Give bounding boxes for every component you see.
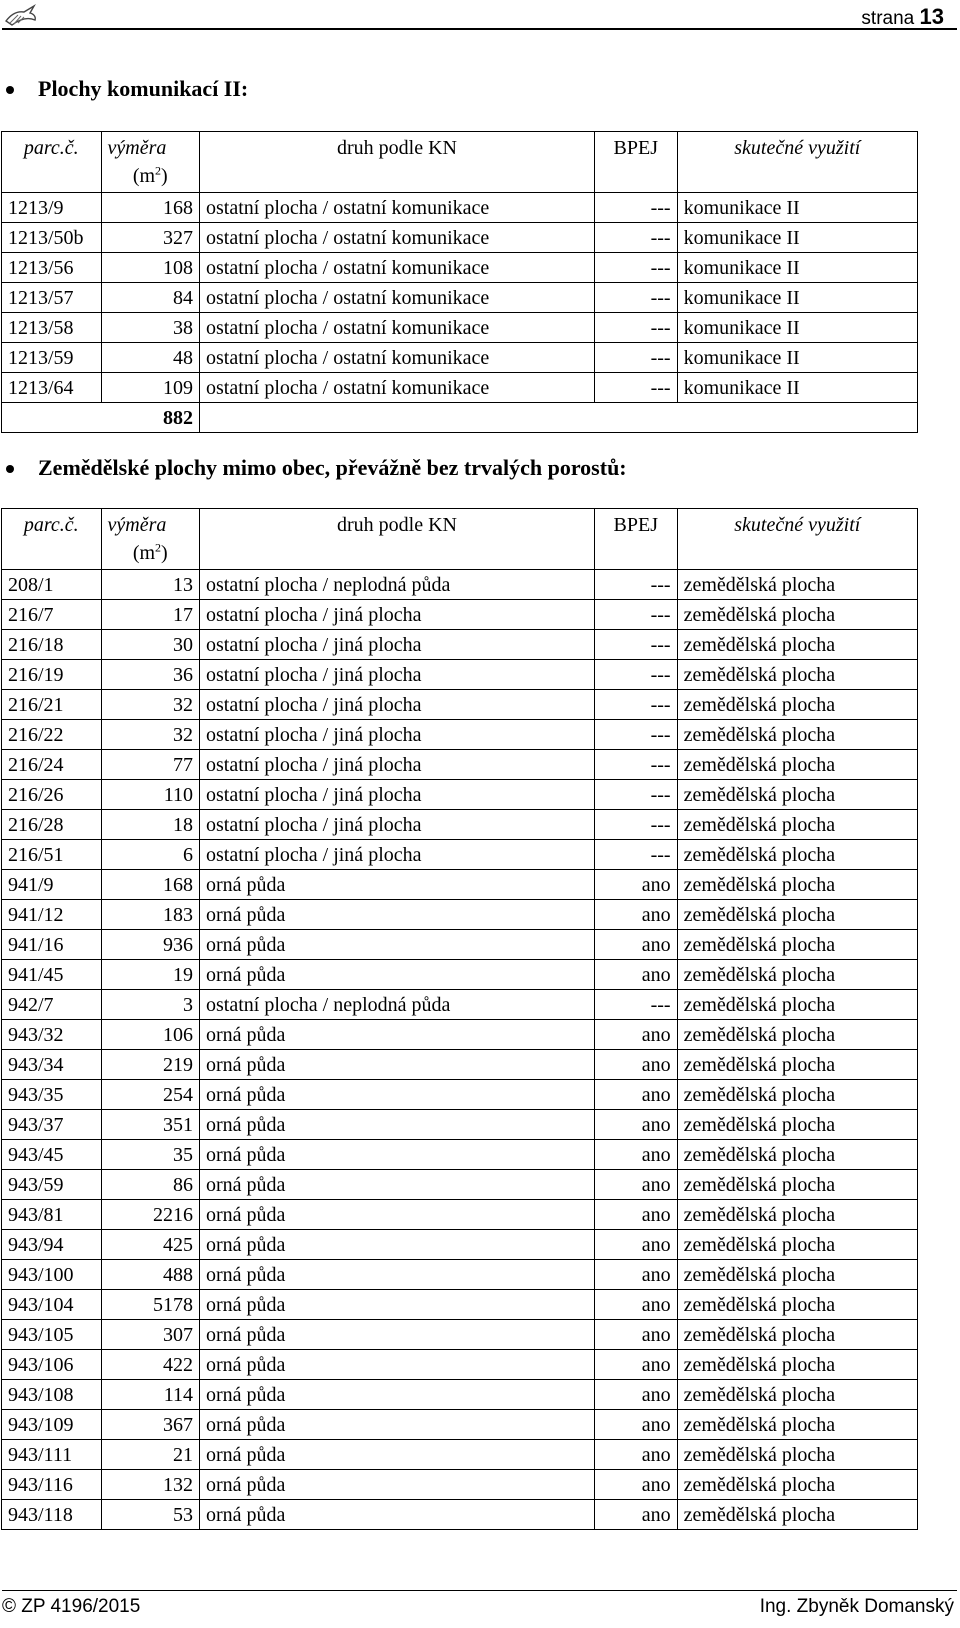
cell-parc: 216/28 <box>2 810 102 840</box>
cell-druh: orná půda <box>200 960 595 990</box>
cell-bpej: --- <box>594 630 677 660</box>
cell-vyuziti: komunikace II <box>677 343 917 373</box>
cell-vyuziti: zemědělská plocha <box>677 1110 917 1140</box>
cell-vyuziti: komunikace II <box>677 283 917 313</box>
cell-parc: 216/26 <box>2 780 102 810</box>
table-row <box>2 1230 918 1260</box>
cell-druh: ostatní plocha / jiná plocha <box>200 660 595 690</box>
cell-vyuziti: komunikace II <box>677 313 917 343</box>
cell-bpej: ano <box>594 1260 677 1290</box>
cell-vyuziti: zemědělská plocha <box>677 810 917 840</box>
cell-parc: 1213/59 <box>2 343 102 373</box>
cell-druh: orná půda <box>200 1020 595 1050</box>
table-row <box>2 1080 918 1110</box>
table-zemedelske <box>1 508 918 1530</box>
cell-vymera: 936 <box>101 930 199 960</box>
cell-parc: 208/1 <box>2 570 102 600</box>
cell-druh: orná půda <box>200 1500 595 1530</box>
cell-bpej: --- <box>594 193 677 223</box>
cell-parc: 943/81 <box>2 1200 102 1230</box>
cell-druh: ostatní plocha / jiná plocha <box>200 690 595 720</box>
cell-druh: ostatní plocha / jiná plocha <box>200 810 595 840</box>
cell-vyuziti: komunikace II <box>677 253 917 283</box>
cell-bpej: --- <box>594 343 677 373</box>
cell-druh: ostatní plocha / ostatní komunikace <box>200 283 595 313</box>
cell-parc: 216/18 <box>2 630 102 660</box>
cell-vymera: 32 <box>101 690 199 720</box>
cell-parc: 941/16 <box>2 930 102 960</box>
cell-vymera: 3 <box>101 990 199 1020</box>
footer-copyright: © ZP 4196/2015 <box>2 1596 141 1617</box>
cell-druh: ostatní plocha / ostatní komunikace <box>200 253 595 283</box>
cell-druh: orná půda <box>200 930 595 960</box>
cell-parc: 943/111 <box>2 1440 102 1470</box>
cell-vyuziti: zemědělská plocha <box>677 1320 917 1350</box>
cell-vyuziti: zemědělská plocha <box>677 720 917 750</box>
table-komunikace <box>1 131 918 433</box>
cell-bpej: --- <box>594 810 677 840</box>
cell-vyuziti: komunikace II <box>677 223 917 253</box>
table-header-row <box>2 132 918 193</box>
cell-vymera: 32 <box>101 720 199 750</box>
cell-druh: orná půda <box>200 1320 595 1350</box>
table-row <box>2 253 918 283</box>
cell-vymera: 6 <box>101 840 199 870</box>
cell-vymera: 488 <box>101 1260 199 1290</box>
cell-druh: orná půda <box>200 1050 595 1080</box>
cell-bpej: --- <box>594 313 677 343</box>
cell-vyuziti: zemědělská plocha <box>677 1350 917 1380</box>
cell-bpej: ano <box>594 1110 677 1140</box>
cell-vyuziti: komunikace II <box>677 193 917 223</box>
page-number-value: 13 <box>919 4 944 29</box>
cell-vymera: 219 <box>101 1050 199 1080</box>
cell-parc: 943/59 <box>2 1170 102 1200</box>
header-vymera <box>101 509 199 570</box>
cell-vyuziti: zemědělská plocha <box>677 1440 917 1470</box>
cell-vyuziti: zemědělská plocha <box>677 840 917 870</box>
cell-vymera: 254 <box>101 1080 199 1110</box>
table-row <box>2 373 918 403</box>
table-row <box>2 570 918 600</box>
footer-author: Ing. Zbyněk Domanský <box>759 1596 954 1617</box>
cell-parc: 943/34 <box>2 1050 102 1080</box>
cell-druh: ostatní plocha / jiná plocha <box>200 750 595 780</box>
footer-rule <box>2 1590 957 1591</box>
cell-vymera: 35 <box>101 1140 199 1170</box>
table-row <box>2 930 918 960</box>
table-row <box>2 960 918 990</box>
bullet-icon <box>6 465 14 473</box>
cell-bpej: ano <box>594 1380 677 1410</box>
table-row <box>2 193 918 223</box>
cell-parc: 1213/58 <box>2 313 102 343</box>
cell-parc: 1213/50b <box>2 223 102 253</box>
cell-bpej: --- <box>594 750 677 780</box>
table-row <box>2 1110 918 1140</box>
cell-vymera: 21 <box>101 1440 199 1470</box>
header-bpej: BPEJ <box>594 509 677 570</box>
cell-vymera: 38 <box>101 313 199 343</box>
cell-druh: orná půda <box>200 1380 595 1410</box>
cell-bpej: ano <box>594 930 677 960</box>
cell-bpej: ano <box>594 1500 677 1530</box>
bird-logo-icon <box>4 3 38 29</box>
cell-vyuziti: zemědělská plocha <box>677 1080 917 1110</box>
cell-parc: 216/24 <box>2 750 102 780</box>
cell-vymera: 425 <box>101 1230 199 1260</box>
cell-vymera: 367 <box>101 1410 199 1440</box>
cell-vyuziti: zemědělská plocha <box>677 660 917 690</box>
cell-druh: orná půda <box>200 1140 595 1170</box>
cell-vyuziti: zemědělská plocha <box>677 1020 917 1050</box>
cell-parc: 216/22 <box>2 720 102 750</box>
cell-vymera: 18 <box>101 810 199 840</box>
cell-vyuziti: zemědělská plocha <box>677 1410 917 1440</box>
cell-bpej: ano <box>594 1080 677 1110</box>
cell-vyuziti: zemědělská plocha <box>677 870 917 900</box>
cell-vyuziti: zemědělská plocha <box>677 750 917 780</box>
total-empty-cell <box>677 403 917 433</box>
table-row <box>2 600 918 630</box>
cell-vymera: 109 <box>101 373 199 403</box>
cell-vymera: 48 <box>101 343 199 373</box>
cell-bpej: ano <box>594 1440 677 1470</box>
cell-vymera: 77 <box>101 750 199 780</box>
table-row <box>2 1380 918 1410</box>
table-row <box>2 1320 918 1350</box>
cell-parc: 943/118 <box>2 1500 102 1530</box>
page-number <box>861 4 944 30</box>
cell-bpej: ano <box>594 1290 677 1320</box>
cell-vymera: 114 <box>101 1380 199 1410</box>
cell-parc: 943/104 <box>2 1290 102 1320</box>
cell-vyuziti: zemědělská plocha <box>677 1140 917 1170</box>
cell-parc: 943/32 <box>2 1020 102 1050</box>
section1-title: Plochy komunikací II: <box>38 76 249 101</box>
cell-bpej: ano <box>594 1140 677 1170</box>
cell-bpej: --- <box>594 660 677 690</box>
table-row <box>2 1260 918 1290</box>
cell-vymera: 30 <box>101 630 199 660</box>
cell-bpej: ano <box>594 1200 677 1230</box>
cell-druh: ostatní plocha / jiná plocha <box>200 630 595 660</box>
table-row <box>2 780 918 810</box>
cell-vyuziti: komunikace II <box>677 373 917 403</box>
cell-vyuziti: zemědělská plocha <box>677 1380 917 1410</box>
table-row <box>2 750 918 780</box>
cell-bpej: ano <box>594 1020 677 1050</box>
table-row <box>2 840 918 870</box>
table-total-row <box>2 403 918 433</box>
cell-vymera: 84 <box>101 283 199 313</box>
cell-vymera: 110 <box>101 780 199 810</box>
cell-vymera: 5178 <box>101 1290 199 1320</box>
cell-vymera: 17 <box>101 600 199 630</box>
cell-druh: orná půda <box>200 1350 595 1380</box>
table-row <box>2 870 918 900</box>
table-row <box>2 690 918 720</box>
cell-parc: 943/106 <box>2 1350 102 1380</box>
cell-parc: 943/109 <box>2 1410 102 1440</box>
total-label-cell <box>2 403 102 433</box>
cell-vyuziti: zemědělská plocha <box>677 570 917 600</box>
cell-parc: 943/37 <box>2 1110 102 1140</box>
header-vymera <box>101 132 199 193</box>
cell-bpej: --- <box>594 990 677 1020</box>
cell-druh: ostatní plocha / neplodná půda <box>200 990 595 1020</box>
header-vymera-unit: $(m^2)$ <box>132 540 168 564</box>
table-row <box>2 720 918 750</box>
header-parc: parc.č. <box>2 132 102 193</box>
cell-vyuziti: zemědělská plocha <box>677 690 917 720</box>
cell-vymera: 307 <box>101 1320 199 1350</box>
cell-bpej: ano <box>594 1170 677 1200</box>
cell-druh: orná půda <box>200 1260 595 1290</box>
table-row <box>2 990 918 1020</box>
cell-druh: ostatní plocha / ostatní komunikace <box>200 373 595 403</box>
cell-parc: 943/116 <box>2 1470 102 1500</box>
cell-bpej: --- <box>594 600 677 630</box>
cell-parc: 1213/64 <box>2 373 102 403</box>
cell-druh: ostatní plocha / ostatní komunikace <box>200 193 595 223</box>
table-row <box>2 900 918 930</box>
cell-parc: 943/108 <box>2 1380 102 1410</box>
cell-vymera: 168 <box>101 870 199 900</box>
cell-vymera: 13 <box>101 570 199 600</box>
page-label: strana <box>861 8 915 29</box>
cell-vymera: 132 <box>101 1470 199 1500</box>
table-row <box>2 223 918 253</box>
cell-parc: 941/45 <box>2 960 102 990</box>
cell-druh: orná půda <box>200 1410 595 1440</box>
header-vymera-unit: $(m^2)$ <box>132 163 168 187</box>
table-row <box>2 343 918 373</box>
table-row <box>2 313 918 343</box>
total-vymera: 882 <box>101 403 199 433</box>
cell-bpej: --- <box>594 720 677 750</box>
cell-parc: 943/105 <box>2 1320 102 1350</box>
cell-bpej: ano <box>594 1320 677 1350</box>
cell-vymera: 168 <box>101 193 199 223</box>
cell-druh: orná půda <box>200 1170 595 1200</box>
header-parc: parc.č. <box>2 509 102 570</box>
cell-parc: 941/9 <box>2 870 102 900</box>
table-row <box>2 1440 918 1470</box>
table-row <box>2 1020 918 1050</box>
cell-vymera: 86 <box>101 1170 199 1200</box>
header-vymera-label: výměra <box>107 514 167 536</box>
cell-parc: 943/45 <box>2 1140 102 1170</box>
cell-druh: orná půda <box>200 900 595 930</box>
cell-bpej: ano <box>594 1470 677 1500</box>
table-row <box>2 810 918 840</box>
cell-vyuziti: zemědělská plocha <box>677 1290 917 1320</box>
header-druh: druh podle KN <box>200 132 595 193</box>
page-header <box>0 0 960 34</box>
table-row <box>2 630 918 660</box>
header-druh: druh podle KN <box>200 509 595 570</box>
cell-bpej: --- <box>594 253 677 283</box>
header-vyuziti: skutečné využití <box>677 509 917 570</box>
cell-parc: 943/35 <box>2 1080 102 1110</box>
cell-bpej: ano <box>594 900 677 930</box>
table-row <box>2 283 918 313</box>
cell-parc: 1213/9 <box>2 193 102 223</box>
cell-vyuziti: zemědělská plocha <box>677 930 917 960</box>
cell-druh: ostatní plocha / ostatní komunikace <box>200 313 595 343</box>
header-vymera-label: výměra <box>107 137 167 159</box>
cell-druh: orná půda <box>200 1470 595 1500</box>
cell-druh: ostatní plocha / jiná plocha <box>200 720 595 750</box>
cell-vyuziti: zemědělská plocha <box>677 630 917 660</box>
cell-bpej: ano <box>594 960 677 990</box>
cell-bpej: --- <box>594 373 677 403</box>
cell-druh: ostatní plocha / jiná plocha <box>200 600 595 630</box>
table-header-row <box>2 509 918 570</box>
cell-vyuziti: zemědělská plocha <box>677 1050 917 1080</box>
cell-vymera: 422 <box>101 1350 199 1380</box>
cell-druh: orná půda <box>200 1080 595 1110</box>
cell-druh: orná půda <box>200 1440 595 1470</box>
table-row <box>2 1470 918 1500</box>
cell-vymera: 106 <box>101 1020 199 1050</box>
cell-bpej: --- <box>594 840 677 870</box>
cell-druh: ostatní plocha / ostatní komunikace <box>200 343 595 373</box>
bullet-icon <box>6 86 14 94</box>
cell-vyuziti: zemědělská plocha <box>677 600 917 630</box>
cell-vymera: 19 <box>101 960 199 990</box>
cell-bpej: --- <box>594 570 677 600</box>
table-row <box>2 1200 918 1230</box>
cell-parc: 943/94 <box>2 1230 102 1260</box>
header-rule <box>2 28 957 30</box>
cell-druh: ostatní plocha / jiná plocha <box>200 780 595 810</box>
table-row <box>2 660 918 690</box>
cell-bpej: --- <box>594 283 677 313</box>
table-row <box>2 1290 918 1320</box>
cell-vymera: 2216 <box>101 1200 199 1230</box>
cell-druh: orná půda <box>200 1230 595 1260</box>
table-row <box>2 1350 918 1380</box>
cell-parc: 216/21 <box>2 690 102 720</box>
cell-parc: 216/7 <box>2 600 102 630</box>
cell-vymera: 53 <box>101 1500 199 1530</box>
cell-bpej: ano <box>594 870 677 900</box>
cell-vymera: 327 <box>101 223 199 253</box>
cell-druh: ostatní plocha / ostatní komunikace <box>200 223 595 253</box>
total-empty-cell <box>200 403 678 433</box>
cell-parc: 941/12 <box>2 900 102 930</box>
cell-bpej: ano <box>594 1410 677 1440</box>
section2-title: Zemědělské plochy mimo obec, převážně bez trvalých porostů: <box>38 455 627 480</box>
cell-druh: orná půda <box>200 1290 595 1320</box>
cell-druh: orná půda <box>200 1200 595 1230</box>
cell-bpej: ano <box>594 1050 677 1080</box>
cell-vyuziti: zemědělská plocha <box>677 990 917 1020</box>
cell-parc: 216/19 <box>2 660 102 690</box>
cell-vymera: 351 <box>101 1110 199 1140</box>
table-row <box>2 1170 918 1200</box>
cell-druh: orná půda <box>200 870 595 900</box>
cell-bpej: ano <box>594 1350 677 1380</box>
table-row <box>2 1500 918 1530</box>
cell-parc: 216/51 <box>2 840 102 870</box>
cell-bpej: ano <box>594 1230 677 1260</box>
cell-bpej: --- <box>594 223 677 253</box>
cell-vyuziti: zemědělská plocha <box>677 1170 917 1200</box>
cell-bpej: --- <box>594 690 677 720</box>
cell-vyuziti: zemědělská plocha <box>677 900 917 930</box>
table-row <box>2 1050 918 1080</box>
cell-vyuziti: zemědělská plocha <box>677 1500 917 1530</box>
cell-parc: 943/100 <box>2 1260 102 1290</box>
cell-parc: 1213/56 <box>2 253 102 283</box>
cell-vymera: 108 <box>101 253 199 283</box>
cell-vyuziti: zemědělská plocha <box>677 1470 917 1500</box>
cell-vyuziti: zemědělská plocha <box>677 960 917 990</box>
cell-vyuziti: zemědělská plocha <box>677 780 917 810</box>
table-row <box>2 1140 918 1170</box>
header-vyuziti: skutečné využití <box>677 132 917 193</box>
cell-parc: 1213/57 <box>2 283 102 313</box>
cell-druh: ostatní plocha / jiná plocha <box>200 840 595 870</box>
cell-vymera: 36 <box>101 660 199 690</box>
header-bpej: BPEJ <box>594 132 677 193</box>
cell-vyuziti: zemědělská plocha <box>677 1260 917 1290</box>
cell-druh: ostatní plocha / neplodná půda <box>200 570 595 600</box>
cell-vyuziti: zemědělská plocha <box>677 1200 917 1230</box>
cell-parc: 942/7 <box>2 990 102 1020</box>
cell-vyuziti: zemědělská plocha <box>677 1230 917 1260</box>
table-row <box>2 1410 918 1440</box>
cell-vymera: 183 <box>101 900 199 930</box>
cell-druh: orná půda <box>200 1110 595 1140</box>
cell-bpej: --- <box>594 780 677 810</box>
